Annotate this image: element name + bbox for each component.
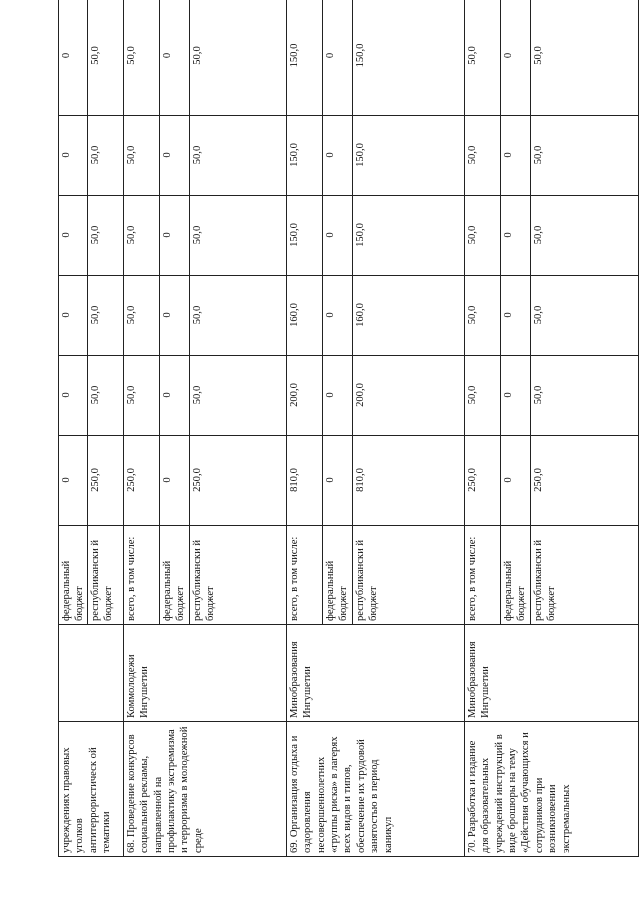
year-value-cell: 0 (322, 276, 352, 356)
year-value-cell: 50,0 (87, 356, 123, 436)
table-row (123, 0, 159, 857)
total-value-cell: 0 (159, 436, 189, 526)
total-value-cell: 810,0 (286, 436, 322, 526)
year-value-cell: 0 (322, 196, 352, 276)
year-value-cell: 50,0 (189, 196, 286, 276)
funding-source-cell: республикански й бюджет (352, 526, 464, 625)
funding-source-cell: республикански й бюджет (87, 526, 123, 625)
year-value-cell: 50,0 (530, 196, 638, 276)
year-value-cell: 150,0 (286, 0, 322, 116)
year-value-cell: 150,0 (352, 196, 464, 276)
total-value-cell: 810,0 (352, 436, 464, 526)
total-value-cell: 0 (322, 436, 352, 526)
year-value-cell: 50,0 (87, 0, 123, 116)
funding-source-cell: республикански й бюджет (530, 526, 638, 625)
rotated-table-wrapper (58, 43, 583, 857)
year-value-cell: 150,0 (352, 116, 464, 196)
year-value-cell: 50,0 (530, 356, 638, 436)
year-value-cell: 50,0 (123, 116, 159, 196)
year-value-cell: 200,0 (286, 356, 322, 436)
year-value-cell: 160,0 (352, 276, 464, 356)
year-value-cell: 0 (59, 356, 88, 436)
total-value-cell: 250,0 (189, 436, 286, 526)
total-value-cell: 250,0 (87, 436, 123, 526)
year-value-cell: 50,0 (464, 356, 500, 436)
year-value-cell: 50,0 (530, 276, 638, 356)
total-value-cell: 250,0 (530, 436, 638, 526)
executor-cell: Минобразования Ингушетии (464, 625, 638, 722)
executor-cell: Коммолодежи Ингушетии (123, 625, 286, 722)
table-row (464, 0, 500, 857)
funding-source-cell: федеральный бюджет (159, 526, 189, 625)
year-value-cell: 0 (500, 0, 530, 116)
measure-cell: учреждениях правовых уголков антитеррористическ ой тематики (59, 722, 124, 857)
year-value-cell: 50,0 (464, 0, 500, 116)
year-value-cell: 50,0 (189, 356, 286, 436)
table-body (59, 0, 639, 857)
year-value-cell: 50,0 (87, 116, 123, 196)
year-value-cell: 50,0 (189, 0, 286, 116)
year-value-cell: 0 (500, 116, 530, 196)
year-value-cell: 0 (159, 196, 189, 276)
year-value-cell: 0 (322, 116, 352, 196)
year-value-cell: 0 (159, 276, 189, 356)
year-value-cell: 50,0 (464, 116, 500, 196)
year-value-cell: 50,0 (87, 196, 123, 276)
year-value-cell: 0 (59, 116, 88, 196)
funding-source-cell: республикански й бюджет (189, 526, 286, 625)
year-value-cell: 0 (159, 0, 189, 116)
total-value-cell: 0 (500, 436, 530, 526)
measure-cell: 69. Организация отдыха и оздоровления несовершеннолетних «группы риска» в лагерях всех видов и типов, обеспечение их трудовой занятостью в период каникул (286, 722, 464, 857)
measure-cell: 70. Разработка и издание для образовательных учреждений инструкций в виде брошюры на тему «Действия обучающихся и сотрудников при возникновении экстремальных (464, 722, 638, 857)
funding-source-cell: федеральный бюджет (59, 526, 88, 625)
year-value-cell: 50,0 (123, 0, 159, 116)
funding-source-cell: всего, в том числе: (464, 526, 500, 625)
year-value-cell: 50,0 (464, 276, 500, 356)
year-value-cell: 50,0 (123, 276, 159, 356)
year-value-cell: 150,0 (286, 116, 322, 196)
year-value-cell: 0 (159, 116, 189, 196)
executor-cell (59, 625, 124, 722)
year-value-cell: 0 (159, 356, 189, 436)
total-value-cell: 250,0 (123, 436, 159, 526)
executor-cell: Минобразования Ингушетии (286, 625, 464, 722)
year-value-cell: 150,0 (352, 0, 464, 116)
year-value-cell: 0 (500, 276, 530, 356)
year-value-cell: 50,0 (530, 0, 638, 116)
year-value-cell: 50,0 (464, 196, 500, 276)
year-value-cell: 50,0 (530, 116, 638, 196)
total-value-cell: 250,0 (464, 436, 500, 526)
table-row (286, 0, 322, 857)
year-value-cell: 0 (500, 356, 530, 436)
year-value-cell: 0 (322, 356, 352, 436)
year-value-cell: 160,0 (286, 276, 322, 356)
year-value-cell: 50,0 (189, 116, 286, 196)
funding-source-cell: всего, в том числе: (123, 526, 159, 625)
year-value-cell: 0 (322, 0, 352, 116)
year-value-cell: 150,0 (286, 196, 322, 276)
year-value-cell: 0 (59, 276, 88, 356)
budget-table (58, 0, 639, 857)
funding-source-cell: федеральный бюджет (500, 526, 530, 625)
funding-source-cell: федеральный бюджет (322, 526, 352, 625)
year-value-cell: 50,0 (189, 276, 286, 356)
table-row (59, 0, 88, 857)
year-value-cell: 0 (59, 196, 88, 276)
year-value-cell: 200,0 (352, 356, 464, 436)
funding-source-cell: всего, в том числе: (286, 526, 322, 625)
year-value-cell: 0 (500, 196, 530, 276)
year-value-cell: 0 (59, 0, 88, 116)
year-value-cell: 50,0 (123, 196, 159, 276)
total-value-cell: 0 (59, 436, 88, 526)
year-value-cell: 50,0 (123, 356, 159, 436)
year-value-cell: 50,0 (87, 276, 123, 356)
measure-cell: 68. Проведение конкурсов социальной рекламы, направленной на профилактику экстремизма и терроризма в молодежной среде (123, 722, 286, 857)
